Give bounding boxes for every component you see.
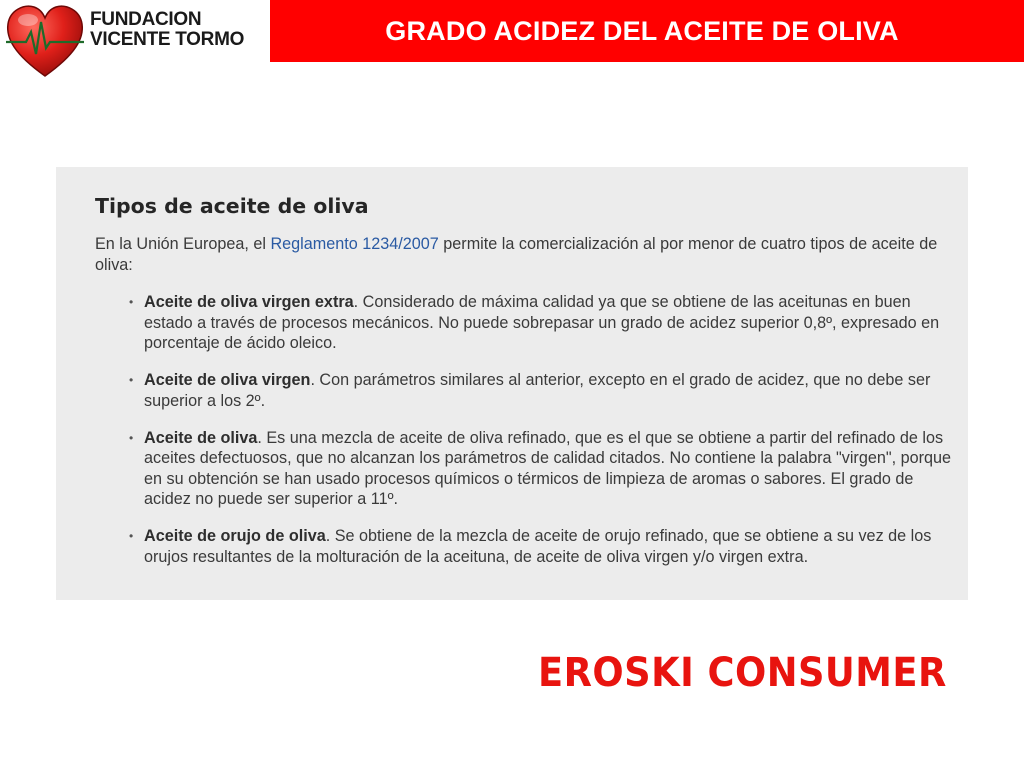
bullet-icon: • bbox=[129, 430, 134, 445]
regulation-link[interactable]: Reglamento 1234/2007 bbox=[270, 235, 439, 253]
bullet-icon: • bbox=[129, 529, 134, 543]
item-term: Aceite de oliva bbox=[144, 428, 258, 447]
list-item bbox=[129, 370, 952, 411]
intro-text-before: En la Unión Europea, el bbox=[95, 235, 271, 253]
logo-line-2: VICENTE TORMO bbox=[90, 29, 245, 50]
list-item bbox=[129, 428, 952, 510]
item-description: . Considerado de máxima calidad ya que se obtiene de las aceitunas en buen estado a través de procesos mecánicos. No puede sobrepasar un grado de acidez superior 0,8º, expresado en porcentaje de ácido oleico. bbox=[144, 293, 940, 352]
logo-line-1: FUNDACION bbox=[90, 9, 202, 30]
section-heading: Tipos de aceite de oliva bbox=[95, 194, 369, 218]
item-description: . Se obtiene de la mezcla de aceite de orujo refinado, que se obtiene a su vez de los orujos resultantes de la molturación de la aceituna, de aceite de oliva virgen y/o virgen extra. bbox=[144, 527, 932, 566]
fundacion-logo bbox=[4, 2, 266, 80]
eroski-consumer-logo: EROSKI CONSUMER bbox=[538, 650, 947, 696]
logo-text bbox=[90, 10, 244, 50]
intro-text-after: permite la comercialización al por menor de cuatro tipos de aceite de oliva: bbox=[95, 235, 938, 274]
content-panel bbox=[56, 167, 968, 600]
intro-paragraph bbox=[95, 234, 945, 276]
bullet-icon: • bbox=[129, 295, 134, 309]
item-term: Aceite de oliva virgen bbox=[144, 371, 311, 389]
item-description: . Con parámetros similares al anterior, excepto en el grado de acidez, que no debe ser superior a los 2º. bbox=[144, 371, 931, 410]
list-item bbox=[129, 526, 952, 567]
heart-ecg-icon bbox=[4, 2, 86, 80]
page-title: GRADO ACIDEZ DEL ACEITE DE OLIVA bbox=[385, 15, 899, 46]
item-term: Aceite de oliva virgen extra bbox=[144, 293, 354, 311]
bullet-icon: • bbox=[129, 373, 134, 387]
list-item bbox=[129, 292, 952, 354]
oil-types-list bbox=[129, 292, 952, 584]
title-bar bbox=[270, 0, 1024, 62]
item-term: Aceite de orujo de oliva bbox=[144, 527, 326, 545]
item-description: . Es una mezcla de aceite de oliva refinado, que es el que se obtiene a partir del refinado de los aceites defectuosos, que no alcanzan los parámetros de calidad citados. No contiene la palabra "virgen", porque en su obtención se han usado procesos químicos o térmicos de limpieza de aromas o sabores. El grado de acidez no puede ser superior a 11º. bbox=[144, 428, 951, 508]
